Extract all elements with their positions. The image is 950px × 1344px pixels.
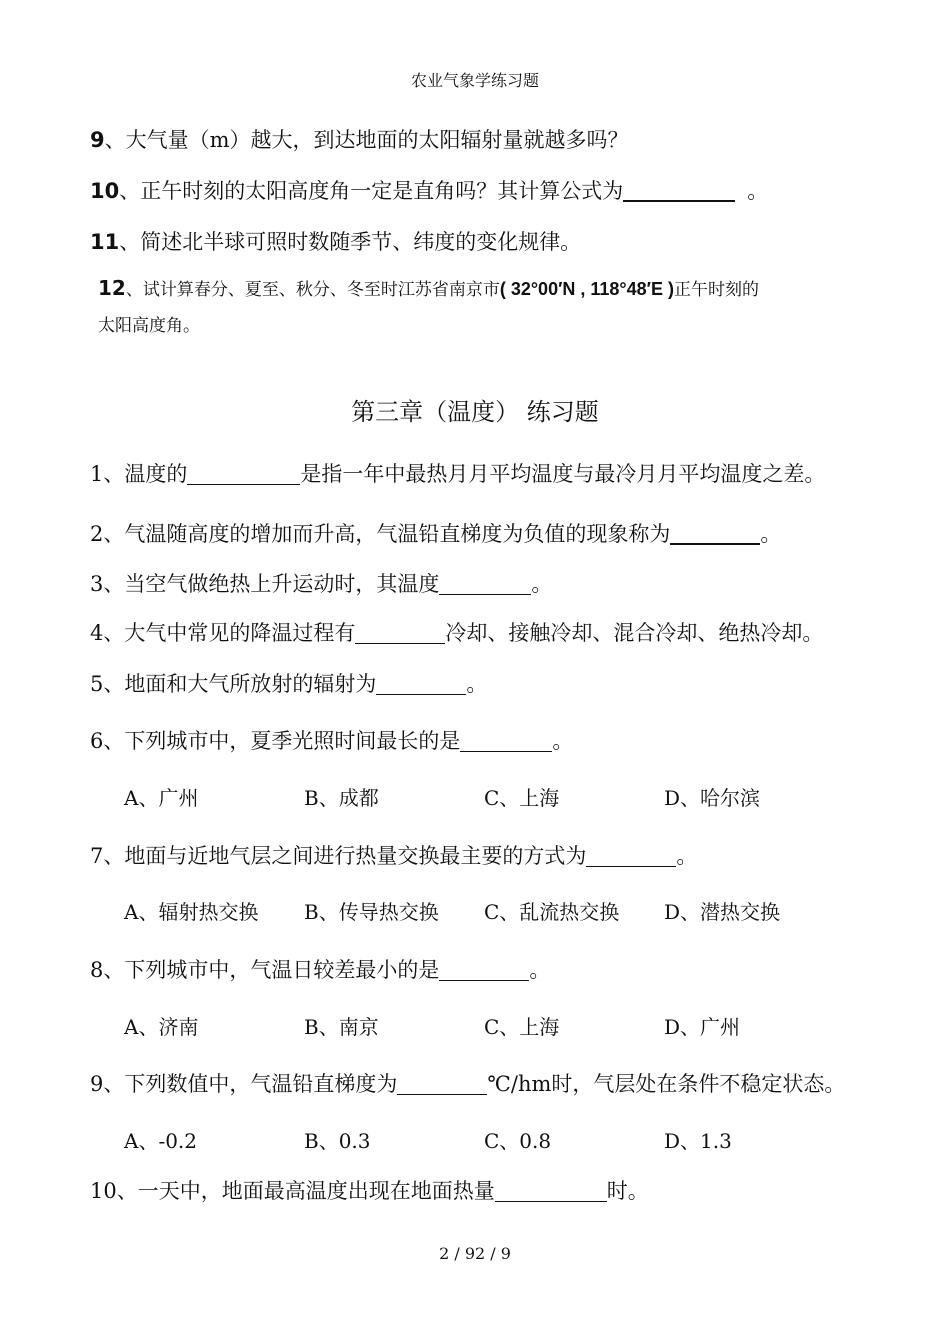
question-7 [90,840,697,870]
question-prefix: 3、当空气做绝热上升运动时，其温度 [90,572,440,596]
option-d[interactable]: D、1.3 [664,1129,732,1153]
question-number: 12 [98,276,126,300]
question-10 [90,1175,649,1205]
question-suffix: 。 [531,572,553,596]
option-a[interactable]: A、-0.2 [124,1129,198,1153]
question-prefix: 1、温度的 [90,462,188,486]
answer-blank[interactable] [439,959,529,981]
question-sep: 、 [119,230,141,254]
question-6-options [0,782,950,808]
option-a[interactable]: A、广州 [124,786,199,810]
question-prefix: 8、下列城市中，气温日较差最小的是 [90,958,440,982]
option-c[interactable]: C、上海 [484,1015,560,1039]
question-suffix: 。 [466,672,488,696]
answer-blank[interactable] [397,1073,487,1095]
question-5 [90,668,487,698]
question-end: 。 [747,179,769,203]
question-text: 试计算春分、夏至、秋分、冬至时江苏省南京市 [142,280,500,300]
option-c[interactable]: C、0.8 [484,1129,552,1153]
question-text: 正午时刻的太阳高度角一定是直角吗？其计算公式为 [140,179,624,203]
question-prefix: 10、一天中，地面最高温度出现在地面热量 [90,1179,495,1203]
answer-blank[interactable] [495,1180,607,1202]
option-a[interactable]: A、济南 [124,1015,199,1039]
question-suffix: 冷却、接触冷却、混合冷却、绝热冷却。 [445,621,824,645]
option-b[interactable]: B、0.3 [304,1129,371,1153]
answer-blank[interactable] [355,622,445,644]
question-9 [90,1068,845,1098]
chapter-title: 第三章（温度） 练习题 [351,398,599,426]
option-d[interactable]: D、哈尔滨 [664,786,761,810]
question-8-options [0,1011,950,1037]
question-1 [90,458,825,488]
option-b[interactable]: B、传导热交换 [304,900,439,924]
answer-blank[interactable] [623,179,735,202]
question-prev-12-line2: 太阳高度角。 [98,316,200,336]
option-b[interactable]: B、南京 [304,1015,379,1039]
option-c[interactable]: C、上海 [484,786,560,810]
coordinates: ( 32°00′N , 118°48′E ) [499,279,674,299]
question-text-after: 正午时刻的 [673,280,759,300]
question-number: 10 [90,179,120,203]
question-text: 简述北半球可照时数随季节、纬度的变化规律。 [140,230,582,254]
answer-blank[interactable] [460,730,552,752]
question-suffix: 时。 [606,1179,649,1203]
option-d[interactable]: D、潜热交换 [664,900,781,924]
question-number: 9 [90,128,105,152]
question-4 [90,617,823,647]
option-c[interactable]: C、乱流热交换 [484,900,620,924]
option-b[interactable]: B、成都 [304,786,379,810]
question-prefix: 6、下列城市中，夏季光照时间最长的是 [90,729,461,753]
option-a[interactable]: A、辐射热交换 [124,900,259,924]
question-suffix: ℃/hm时，气层处在条件不稳定状态。 [487,1072,846,1096]
question-9-options [0,1125,950,1151]
question-number: 11 [90,230,120,254]
question-suffix: 。 [529,958,551,982]
answer-blank[interactable] [376,673,466,695]
question-prefix: 2、气温随高度的增加而升高，气温铅直梯度为负值的现象称为 [90,522,671,546]
question-prefix: 7、地面与近地气层之间进行热量交换最主要的方式为 [90,844,587,868]
question-2 [90,518,781,548]
question-3 [90,568,552,598]
question-prefix: 9、下列数值中，气温铅直梯度为 [90,1072,398,1096]
question-suffix: 。 [760,522,782,546]
question-sep: 、 [125,280,143,300]
option-d[interactable]: D、广州 [664,1015,741,1039]
question-suffix: 是指一年中最热月月平均温度与最冷月月平均温度之差。 [300,462,826,486]
question-prefix: 5、地面和大气所放射的辐射为 [90,672,377,696]
question-8 [90,954,550,984]
question-suffix: 。 [552,729,574,753]
page-header: 农业气象学练习题 [410,71,539,90]
page-footer: 2 / 92 / 9 [439,1244,511,1263]
question-prev-12-line1 [98,271,759,307]
question-sep: 、 [119,179,141,203]
question-6 [90,725,573,755]
question-prev-9 [90,124,629,154]
question-prev-10 [90,175,768,205]
answer-blank[interactable] [439,573,531,595]
question-sep: 、 [104,128,126,152]
question-prev-11 [90,226,581,256]
question-suffix: 。 [676,844,698,868]
question-prefix: 4、大气中常见的降温过程有 [90,621,356,645]
question-7-options [0,896,950,922]
question-text: 大气量（m）越大，到达地面的太阳辐射量就越多吗？ [125,128,629,152]
answer-blank[interactable] [670,522,760,545]
answer-blank[interactable] [187,463,300,485]
answer-blank[interactable] [586,845,676,867]
